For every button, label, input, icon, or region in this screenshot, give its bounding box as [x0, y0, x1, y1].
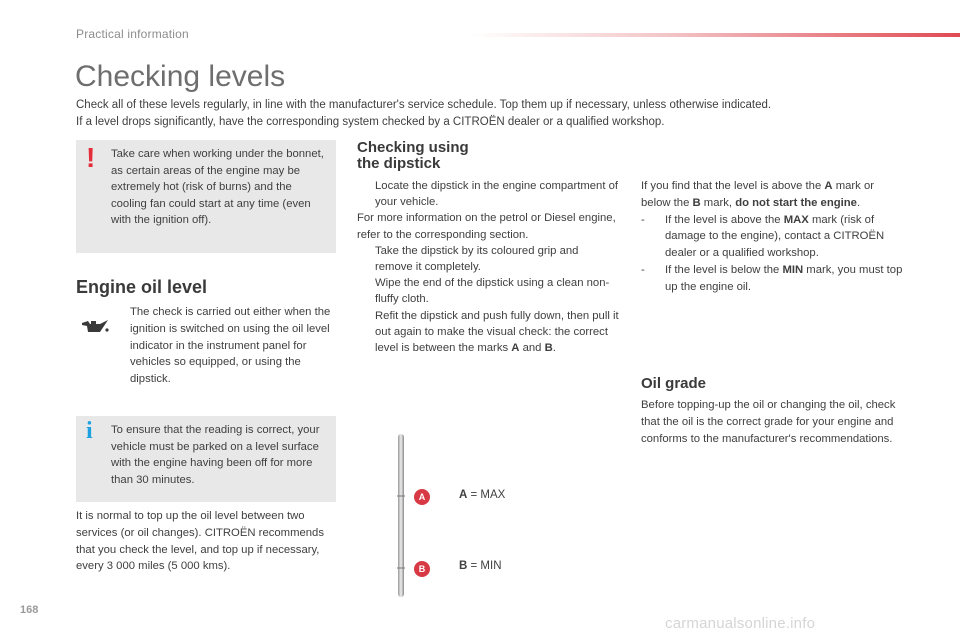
warning-exclamation-icon: !	[86, 142, 96, 173]
oil-grade-text: Before topping-up the oil or changing the oil, check that the oil is the correct grade for your engine and conforms to the manufacturer's recommendations.	[641, 399, 896, 445]
info-icon: i	[86, 418, 93, 444]
step-text-end: .	[552, 342, 556, 355]
level-check-text	[641, 178, 903, 296]
mark-a-value: = MAX	[467, 489, 506, 501]
text-span: .	[856, 196, 861, 209]
more-info-text: For more information on the petrol or Diesel engine, refer to the corresponding section.	[357, 212, 616, 241]
step-text: Wipe the end of the dipstick using a clean non-fluffy cloth.	[375, 277, 610, 306]
mark-a-ref: A	[824, 180, 833, 192]
list-item	[357, 243, 619, 275]
engine-oil-title: Engine oil level	[76, 277, 208, 297]
step-text: Take the dipstick by its coloured grip and remove it completely.	[375, 244, 579, 274]
info-text: To ensure that the reading is correct, your vehicle must be parked on a level surface with the engine having been off for more than 30 minutes.	[111, 424, 320, 486]
intro-text	[76, 97, 896, 131]
mark-a-badge: A	[414, 489, 430, 505]
oil-grade-title: Oil grade	[641, 375, 707, 392]
dipstick-title-line-1: Checking using	[357, 139, 469, 156]
text-span: mark,	[700, 196, 736, 209]
step-text: Refit the dipstick and push fully down, then pull it out again to make the visual check: the correct level is between the marks	[375, 309, 619, 355]
list-item	[357, 178, 619, 210]
page-number: 168	[20, 604, 39, 616]
mark-a-key: A	[459, 489, 468, 501]
text-span: mark, you must top up the engine oil.	[665, 263, 903, 293]
section-header: Practical information	[76, 27, 189, 41]
mark-b-label	[459, 560, 502, 572]
list-item	[357, 308, 619, 357]
engine-oil-text: The check is carried out either when the ignition is switched on using the oil level indicator in the instrument panel for vehicles so equipped, or using the dipstick.	[130, 306, 331, 386]
list-item	[641, 262, 903, 296]
mark-a-ref: A	[511, 342, 520, 355]
mark-b-key: B	[459, 560, 468, 572]
mark-a-label	[459, 489, 505, 501]
watermark: carmanualsonline.info	[665, 615, 816, 632]
mark-b-ref: B	[544, 342, 553, 355]
text-span: If the level is below the	[665, 263, 783, 276]
warning-text: Take care when working under the bonnet, as certain areas of the engine may be extremely hot (risk of burns) and the cooling fan could start at any time (even with the ignition off).	[111, 148, 324, 226]
dipstick-steps	[357, 178, 619, 356]
page-title: Checking levels	[75, 60, 286, 93]
mark-b-value: = MIN	[467, 560, 502, 572]
step-text-and: and	[519, 342, 545, 355]
text-span: mark or below the	[641, 180, 874, 209]
dipstick-illustration	[396, 434, 406, 600]
mark-b-badge: B	[414, 561, 430, 577]
list-item	[357, 275, 619, 307]
list-item	[641, 212, 903, 262]
step-text: Locate the dipstick in the engine compartment of your vehicle.	[375, 180, 619, 209]
intro-line-1: Check all of these levels regularly, in line with the manufacturer's service schedule. Top them up if necessary, unless otherwise indicated.	[76, 99, 772, 111]
top-up-note: It is normal to top up the oil level between two services (or oil changes). CITROËN recommends that you check the level, and top up if necessary, every 3 000 miles (5 000 kms).	[76, 510, 324, 573]
dipstick-title	[357, 140, 557, 172]
mark-b-ref: B	[692, 196, 701, 209]
oil-can-icon	[80, 316, 110, 338]
text-span: If you find that the level is above the	[641, 180, 825, 192]
header-accent-bar	[470, 33, 960, 37]
dipstick-title-line-2: the dipstick	[357, 155, 441, 172]
intro-line-2: If a level drops significantly, have the corresponding system checked by a CITROËN dealer or a qualified workshop.	[76, 116, 665, 128]
text-span: If the level is above the	[665, 213, 784, 226]
max-ref: MAX	[783, 213, 809, 226]
dash-marker: -	[641, 263, 645, 276]
dash-marker: -	[641, 213, 645, 226]
min-ref: MIN	[782, 263, 804, 276]
text-span: mark (risk of damage to the engine), contact a CITROËN dealer or a qualified workshop.	[665, 213, 885, 260]
do-not-start-warning: do not start the engine	[735, 196, 857, 209]
level-check-intro	[641, 178, 903, 212]
